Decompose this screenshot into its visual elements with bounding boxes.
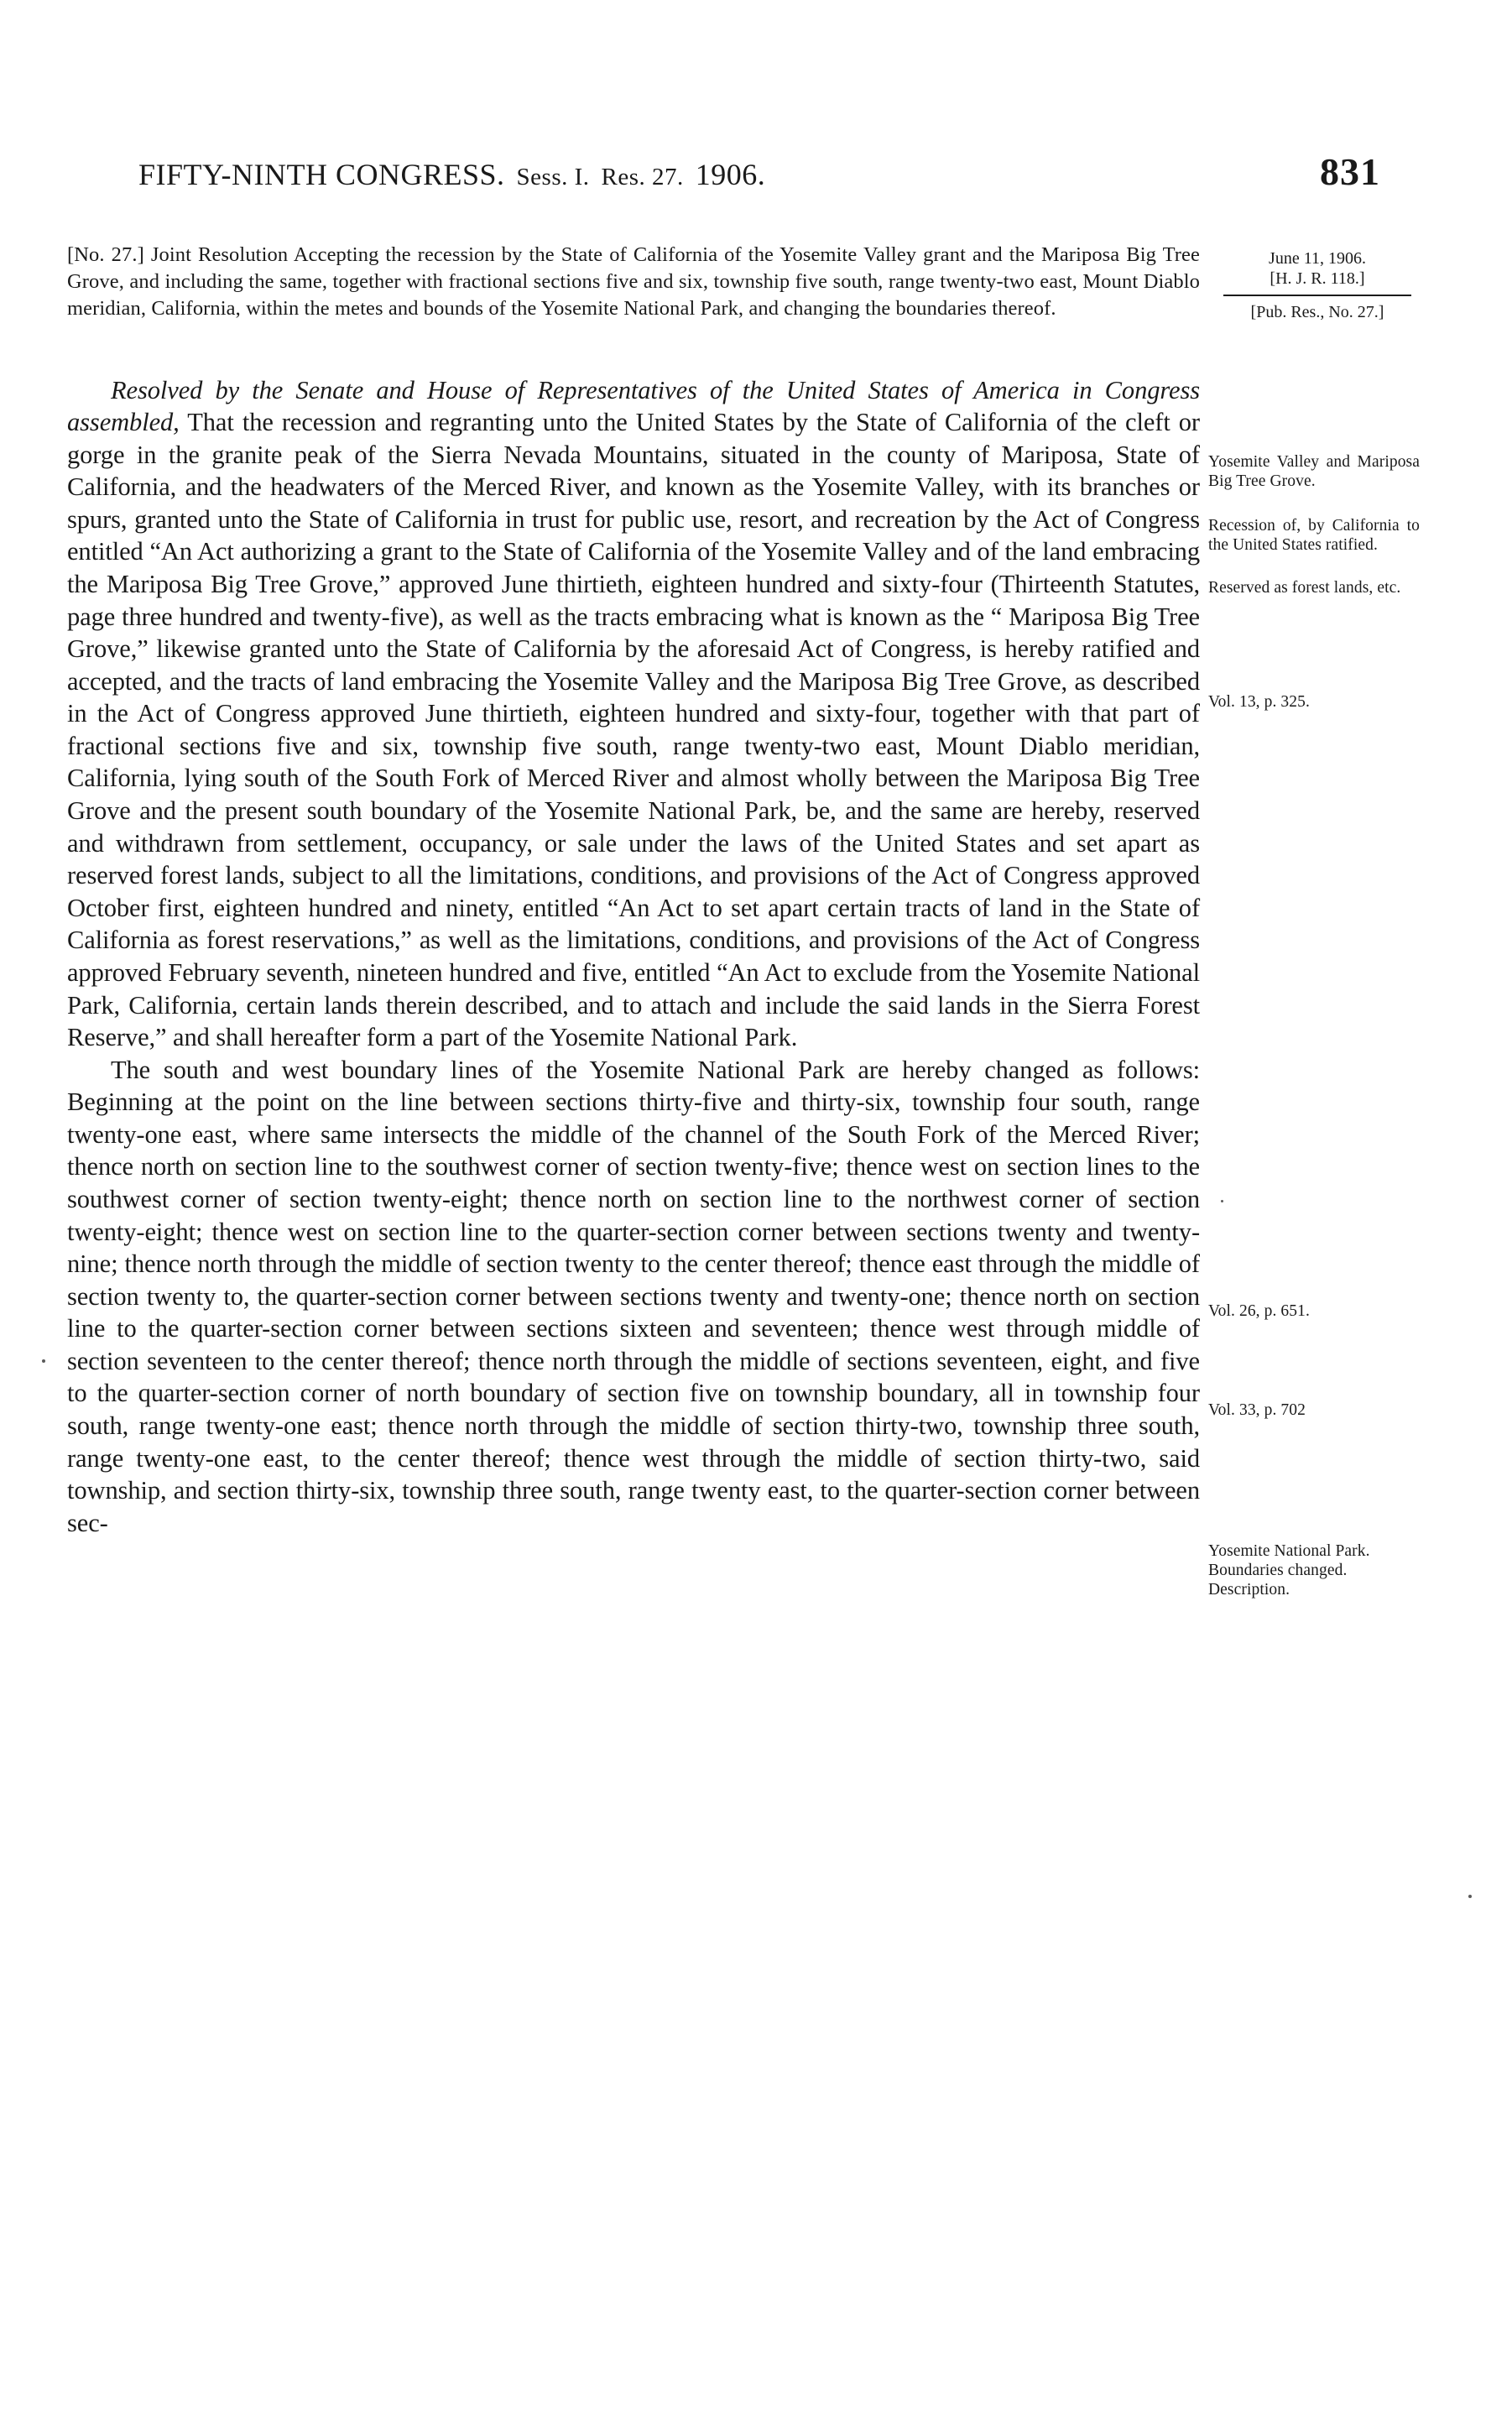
paragraph-1 — [67, 374, 1200, 1054]
body-column — [67, 242, 1200, 1539]
sidenote-park-boundaries-group — [1208, 1542, 1420, 1599]
paragraph-2: The south and west boundary lines of the Yosemite National Park are hereby changed as follows: Beginning at the point on the line between sections thirty-five and thirty-six, township four south, range twenty-one east, where same intersects the middle of the channel of the South Fork of the Merced River; thence north on section line to the southwest corner of section twenty-five; thence west on section lines to the southwest corner of section twenty-eight; thence north on section line to the northwest corner of section twenty-eight; thence west on section line to the quarter-section corner between sections twenty and twenty-nine; thence north through the middle of section twenty to the center thereof; thence east through the middle of section twenty to, the quarter-section corner between sections twenty and twenty-one; thence north on section line to the quarter-section corner between sections sixteen and seventeen; thence west through middle of section seventeen to the center thereof; thence north through the middle of sections seventeen, eight, and five to the quarter-section corner of north boundary of section five on township boundary, all in township four south, range twenty-one east; thence north through the middle of section thirty-two, township three south, range twenty-one east, to the center thereof; thence west through the middle of section thirty-two, said township, and section thirty-six, township three south, range twenty east, to the quarter-section corner between sec- — [67, 1055, 1200, 1537]
sidenote-park-boundaries: Yosemite National Park. — [1208, 1542, 1370, 1560]
sidenote-recession-ratified: Recession of, by California to the United States ratified. — [1208, 517, 1420, 554]
page-number: 831 — [1320, 150, 1380, 193]
headnote — [67, 242, 1200, 322]
resolution-number: [No. 27.] — [67, 243, 144, 266]
session-label: Sess. I. — [516, 164, 590, 190]
sidenote-vol-13-p-325: Vol. 13, p. 325. — [1208, 693, 1310, 711]
paragraph-1-text: That the recession and regranting unto the United States by the State of California of the cleft or gorge in the granite peak of the Sierra Nevada Mountains, situated in the county of Mariposa, State of California, and the headwaters of the Merced River, and known as the Yosemite Valley, with its branches or spurs, granted unto the State of California in trust for public use, resort, and recreation by the Act of Congress entitled “An Act authorizing a grant to the State of California of the Yosemite Valley and of the land embracing the Mariposa Big Tree Grove,” approved June thirtieth, eighteen hundred and sixty-four (Thirteenth Statutes, page three hundred and twenty-five), as well as the tracts embracing what is known as the “ Mariposa Big Tree Grove,” likewise granted unto the State of California by the aforesaid Act of Congress, is hereby ratified and accepted, and the tracts of land embracing the Yosemite Valley and the Mariposa Big Tree Grove, as described in the Act of Congress approved June thirtieth, eighteen hundred and sixty-four, together with that part of fractional sections five and six, township five south, range twenty-two east, Mount Diablo meridian, California, lying south of the South Fork of Merced River and almost wholly between the Mariposa Big Tree Grove and the present south boundary of the Yosemite National Park, be, and the same are hereby, reserved and withdrawn from settlement, occupancy, or sale under the laws of the United States and set apart as reserved forest lands, subject to all the limitations, conditions, and provisions of the Act of Congress approved October first, eighteen hundred and ninety, entitled “An Act to set apart certain tracts of land in the State of California as forest reservations,” as well as the limitations, conditions, and provisions of the Act of Congress approved February seventh, nineteen hundred and five, entitled “An Act to exclude from the Yosemite National Park, California, certain lands therein described, and to attach and include the said lands in the Sierra Forest Reserve,” and shall hereafter form a part of the Yosemite National Park. — [67, 408, 1200, 1052]
sidenote-vol-33-p-702: Vol. 33, p. 702 — [1208, 1401, 1306, 1419]
resolution-text — [67, 374, 1200, 1540]
scan-speck — [1221, 1200, 1223, 1202]
divider-rule — [1223, 295, 1411, 296]
scan-speck — [42, 1359, 45, 1363]
date-block — [1208, 248, 1426, 322]
year-label: 1906. — [695, 158, 766, 191]
sidenote-boundaries-changed: Boundaries changed. — [1208, 1561, 1348, 1579]
sidenote-reserved-forest-lands: Reserved as forest lands, etc. — [1208, 579, 1401, 597]
sidenote-vol-26-p-651: Vol. 26, p. 651. — [1208, 1302, 1310, 1320]
bill-number: [H. J. R. 118.] — [1270, 269, 1365, 289]
scan-speck — [1468, 1895, 1472, 1898]
sidenote-yosemite-valley-grove: Yosemite Valley and Mariposa Big Tree Grove. — [1208, 453, 1420, 490]
running-head-left — [138, 157, 777, 192]
headnote-text: Joint Resolution Accepting the recession by the State of California of the Yosemite Valley grant and the Mariposa Big Tree Grove, and including the same, together with fractional sections five and six, township five south, range twenty-two east, Mount Diablo meridian, California, within the metes and bounds of the Yosemite National Park, and changing the boundaries thereof. — [67, 243, 1200, 320]
congress-label: FIFTY-NINTH CONGRESS. — [138, 158, 505, 191]
resolution-label: Res. 27. — [601, 164, 684, 190]
sidenote-description: Description. — [1208, 1580, 1290, 1599]
public-resolution-number: [Pub. Res., No. 27.] — [1250, 302, 1384, 321]
approval-date: June 11, 1906. — [1269, 249, 1366, 268]
enacting-clause: Resolved by the Senate and House of Representatives of the United States of America in Congress assembled, — [67, 375, 1200, 437]
running-head — [138, 149, 1380, 194]
